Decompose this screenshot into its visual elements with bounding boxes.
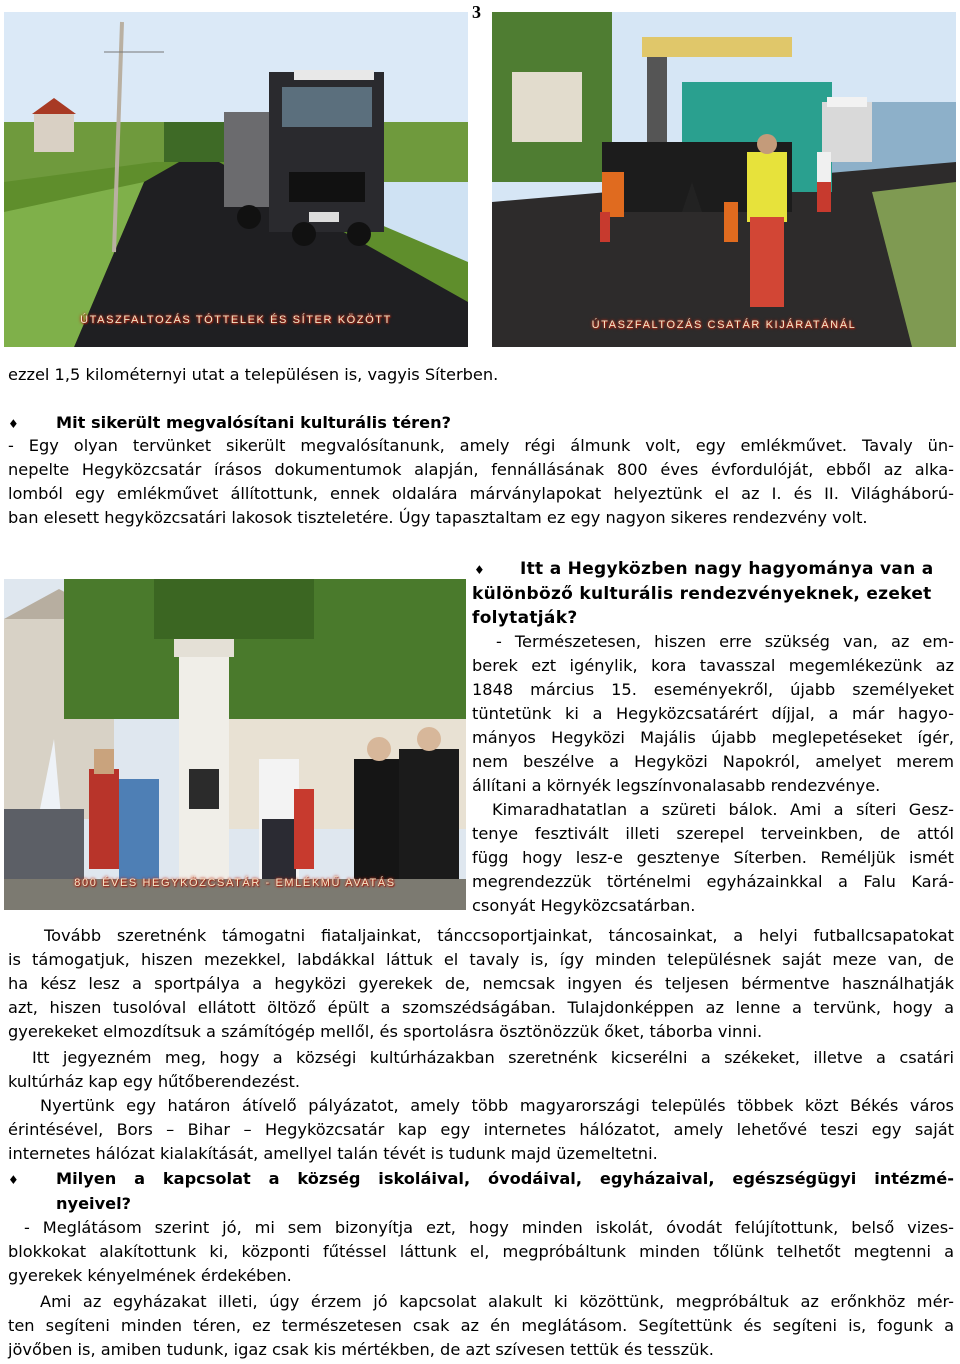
question-heading: ♦ Itt a Hegyközben nagy hagyománya van a különböző kulturális rendezvényeknek, ezeket folytatják?: [472, 559, 934, 628]
paragraph-memorial: - Egy olyan tervünket sikerült megvalósítanunk, amely régi álmunk volt, egy emlékművet. Tavaly ün- nepelte Hegyközcsatár írásos dokumentumok alapján, fennállásának 800 éves évfordulóját, ebből az alka- lomból egy emlékművet állítottunk, ennek oldalára márványlapokat helyeztünk el az I. és II. Világháború- ban elesett hegyközcsatári lakosok tiszteletére. Úgy tapasztaltam ez egy nagyon sikeres rendezvény volt.: [8, 436, 954, 527]
question-heading: ♦ Milyen a kapcsolat a község iskoláival, óvodáival, egyházaival, egészségügyi intézmé- nyeivel?: [8, 1169, 954, 1213]
paragraph-youth-sports: Tovább szeretnénk támogatni fiataljainkat, tánccsoportjainkat, táncosainkat, a helyi futballcsapatokat is támogatjuk, hiszen mezekkel, labdákkal láttuk el tavaly is, így minden településnek saját meze van, de ha kész lesz a sportpálya a hegyközi gyerekek de, nemcsak ingyen és teljesen bérmentve használhatják azt, hiszen tusolóval ellátott öltöző épült a szomszédságában. Tulajdonképpen az lenne a tervünk, hogy a gyerekeket elmozdítsuk a számítógép mellől, és sportolásra ösztönözzük őket, táborba vinni.: [8, 926, 954, 1041]
paragraph-schools: - Meglátásom szerint jó, mi sem bizonyítja ezt, hogy minden iskolát, óvodát felújítottunk, belső vizes- blokkokat alakítottunk ki, központi fűtéssel láttunk el, megpróbáltunk minden tőlünk telhetőt megtenni a gyerekek kényelmének érdekében.: [8, 1218, 954, 1285]
right-column: [472, 557, 954, 918]
paragraph-cultural-houses: Itt jegyezném meg, hogy a községi kultúrházakban szeretnénk kicserélni a székeket, illetve a csatári kultúrház kap egy hűtőberendezést.: [8, 1048, 954, 1091]
photo-caption: 800 ÉVES HEGYKÖZCSATÁR - EMLÉKMŰ AVATÁS: [74, 877, 396, 889]
photo-asphalt-paver: [492, 12, 956, 347]
diamond-bullet-icon: ♦: [474, 563, 486, 577]
question-heading: ♦ Mit sikerült megvalósítani kulturális téren?: [8, 411, 451, 436]
photo-caption: ÚTASZFALTOZÁS CSATÁR KIJÁRATÁNÁL: [591, 319, 857, 331]
page-number: 3: [472, 2, 481, 22]
diamond-bullet-icon: ♦: [8, 417, 19, 431]
paragraph-churches: Ami az egyházakat illeti, úgy érzem jó kapcsolat alakult ki közöttünk, megpróbáltuk az erőnkhöz mér- ten segíteni minden téren, ez természetesen csak az én meglátásom. Segítettünk és segíteni is, fogunk a jövőben is, amiben tudunk, igaz csak kis mértékben, de azt szívesen tettük és tesszük.: [8, 1292, 954, 1359]
photo-caption: ÚTASZFALTOZÁS TÓTTELEK ÉS SÍTER KÖZÖTT: [80, 314, 392, 326]
photo-memorial-inauguration: [4, 579, 466, 910]
paragraph-internet-project: Nyertünk egy határon átívelő pályázatot, amely több magyarországi település többek közt Békés város érintésével, Bors – Bihar – Hegyközcsatár kap egy internetes hálózatot, amely lehetővé teszi egy saját internetes hálózat kialakítását, amellyel talán tévét is tudunk majd üzemeltetni.: [8, 1096, 954, 1163]
photo-road-truck: [4, 12, 468, 347]
diamond-bullet-icon: ♦: [8, 1173, 19, 1187]
answer-paragraph: - Természetesen, hiszen erre szükség van, az em- berek ezt igénylik, kora tavasszal megemlékezünk az 1848 március 15. eseményekről, újabb személyeket tüntetünk ki a Hegyközcsatárért díjjal, a már hagyo- mányos Hegyközi Majális újabb meglepetéseket ígér, nem beszélve a Hegyközi Napokról, amelyet merem állítani a környék legszínvonalasabb rendezvénye. Kimaradhatatlan a szüreti bálok. Ami a síteri Gesz- tenye fesztivált illeti szerepel terveinkben, de attól függ hogy lesz-e gesztenye Síterben. Reméljük ismét megrendezzük történelmi egyházainkkal a Falu Kará- csonyát Hegyközcsatárban.: [472, 632, 954, 915]
text-line: ezzel 1,5 kilométernyi utat a településen is, vagyis Síterben.: [8, 365, 499, 384]
